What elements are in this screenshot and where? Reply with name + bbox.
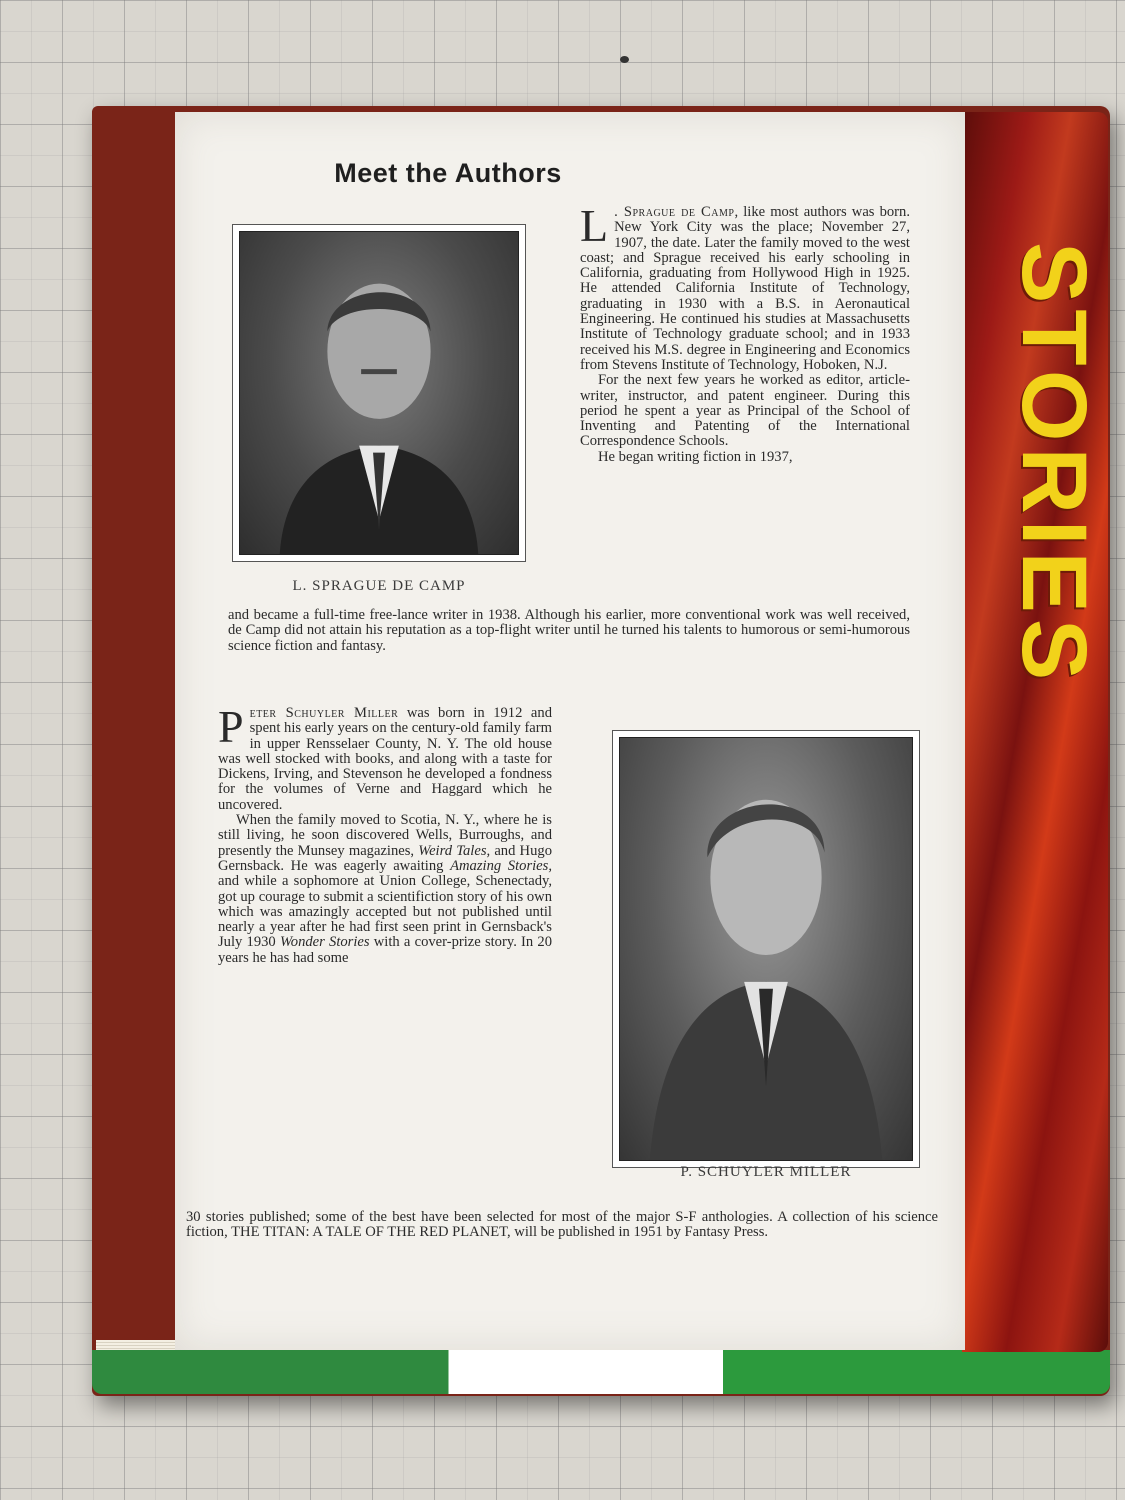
caption-de-camp: L. SPRAGUE DE CAMP — [292, 578, 466, 594]
author-name: . Sprague de Camp — [614, 204, 735, 220]
magazine-title: Weird Tales, — [418, 842, 491, 859]
bio-de-camp — [580, 200, 910, 465]
page-title: Meet the Authors — [334, 158, 562, 188]
bio-miller-continued: 30 stories published; some of the best have been selected for most of the major S-F anthologies. A collection of his science fiction, THE TITAN: A TALE OF THE RED PLANET, will be published in 1951 by Fantasy Press. — [186, 1209, 938, 1241]
bio-text: He began writing fiction in 1937, — [598, 448, 793, 465]
pin-mark — [620, 56, 629, 63]
portrait-silhouette-icon — [620, 738, 912, 1160]
bio-text: , like most authors was born. New York City was the place; November 27, 1907, the date. Later the family moved to the west coast; and Sprague received his early schooling in California, graduating from Hollywood High in 1925. He attended California Institute of Technology, graduating in 1930 with a B.S. in Aeronautical Engineering. He continued his studies at Massachusetts Institute of Technology graduate school; and in 1933 received his M.S. degree in Engineering and Economics from Stevens Institute of Technology, Hoboken, N.J. — [580, 204, 910, 373]
book-board-bottom — [92, 1350, 1110, 1394]
portrait-silhouette-icon — [240, 232, 518, 554]
dropcap: L — [580, 200, 609, 251]
magazine-title: Amazing Stories, — [450, 857, 552, 874]
bio-text: was born in 1912 and spent his early years on the century-old family farm in upper Rensselaer County, N. Y. The old house was well stocked with books, and along with a taste for Dickens, Irving, and Stevenson he developed a fondness for the volumes of Verne and Haggard which he uncovered. — [218, 705, 552, 813]
caption-miller: P. SCHUYLER MILLER — [680, 1164, 852, 1180]
magazine-title: Wonder Stories — [279, 934, 370, 951]
bio-text: with a cover-prize story. In 20 years he has had some — [218, 934, 552, 966]
author-photo-de-camp — [232, 224, 526, 562]
author-photo-miller — [612, 730, 920, 1168]
jacket-spine — [962, 112, 1108, 1352]
bio-miller — [218, 701, 552, 966]
spine-title: STORIES — [1003, 242, 1105, 687]
bio-text: For the next few years he worked as editor, article-writer, instructor, and patent engineer. During this period he spent a year as Principal of the School of Inventing and Patenting of the International Correspondence Schools. — [580, 372, 910, 450]
dropcap: P — [218, 701, 244, 752]
bio-text: and while a sophomore at Union College, Schenectady, got up courage to submit a scientifiction story of his own which was amazingly accepted but not published until nearly a year after he had first seen print in Gernsback's July 1930 — [218, 873, 552, 951]
bio-de-camp-continued: and became a full-time free-lance writer in 1938. Although his earlier, more conventional work was well received, de Camp did not attain his reputation as a top-flight writer until he turned his talents to humorous or semi-humorous science fiction and fantasy. — [228, 607, 910, 654]
bio-text: When the family moved to Scotia, N. Y., where he is still living, he soon discovered Wells, Burroughs, and presently the Munsey magazines, — [218, 812, 552, 859]
author-name: eter Schuyler Miller — [249, 705, 399, 721]
bio-text: and Hugo Gernsback. He was eagerly awaiting — [218, 842, 552, 874]
